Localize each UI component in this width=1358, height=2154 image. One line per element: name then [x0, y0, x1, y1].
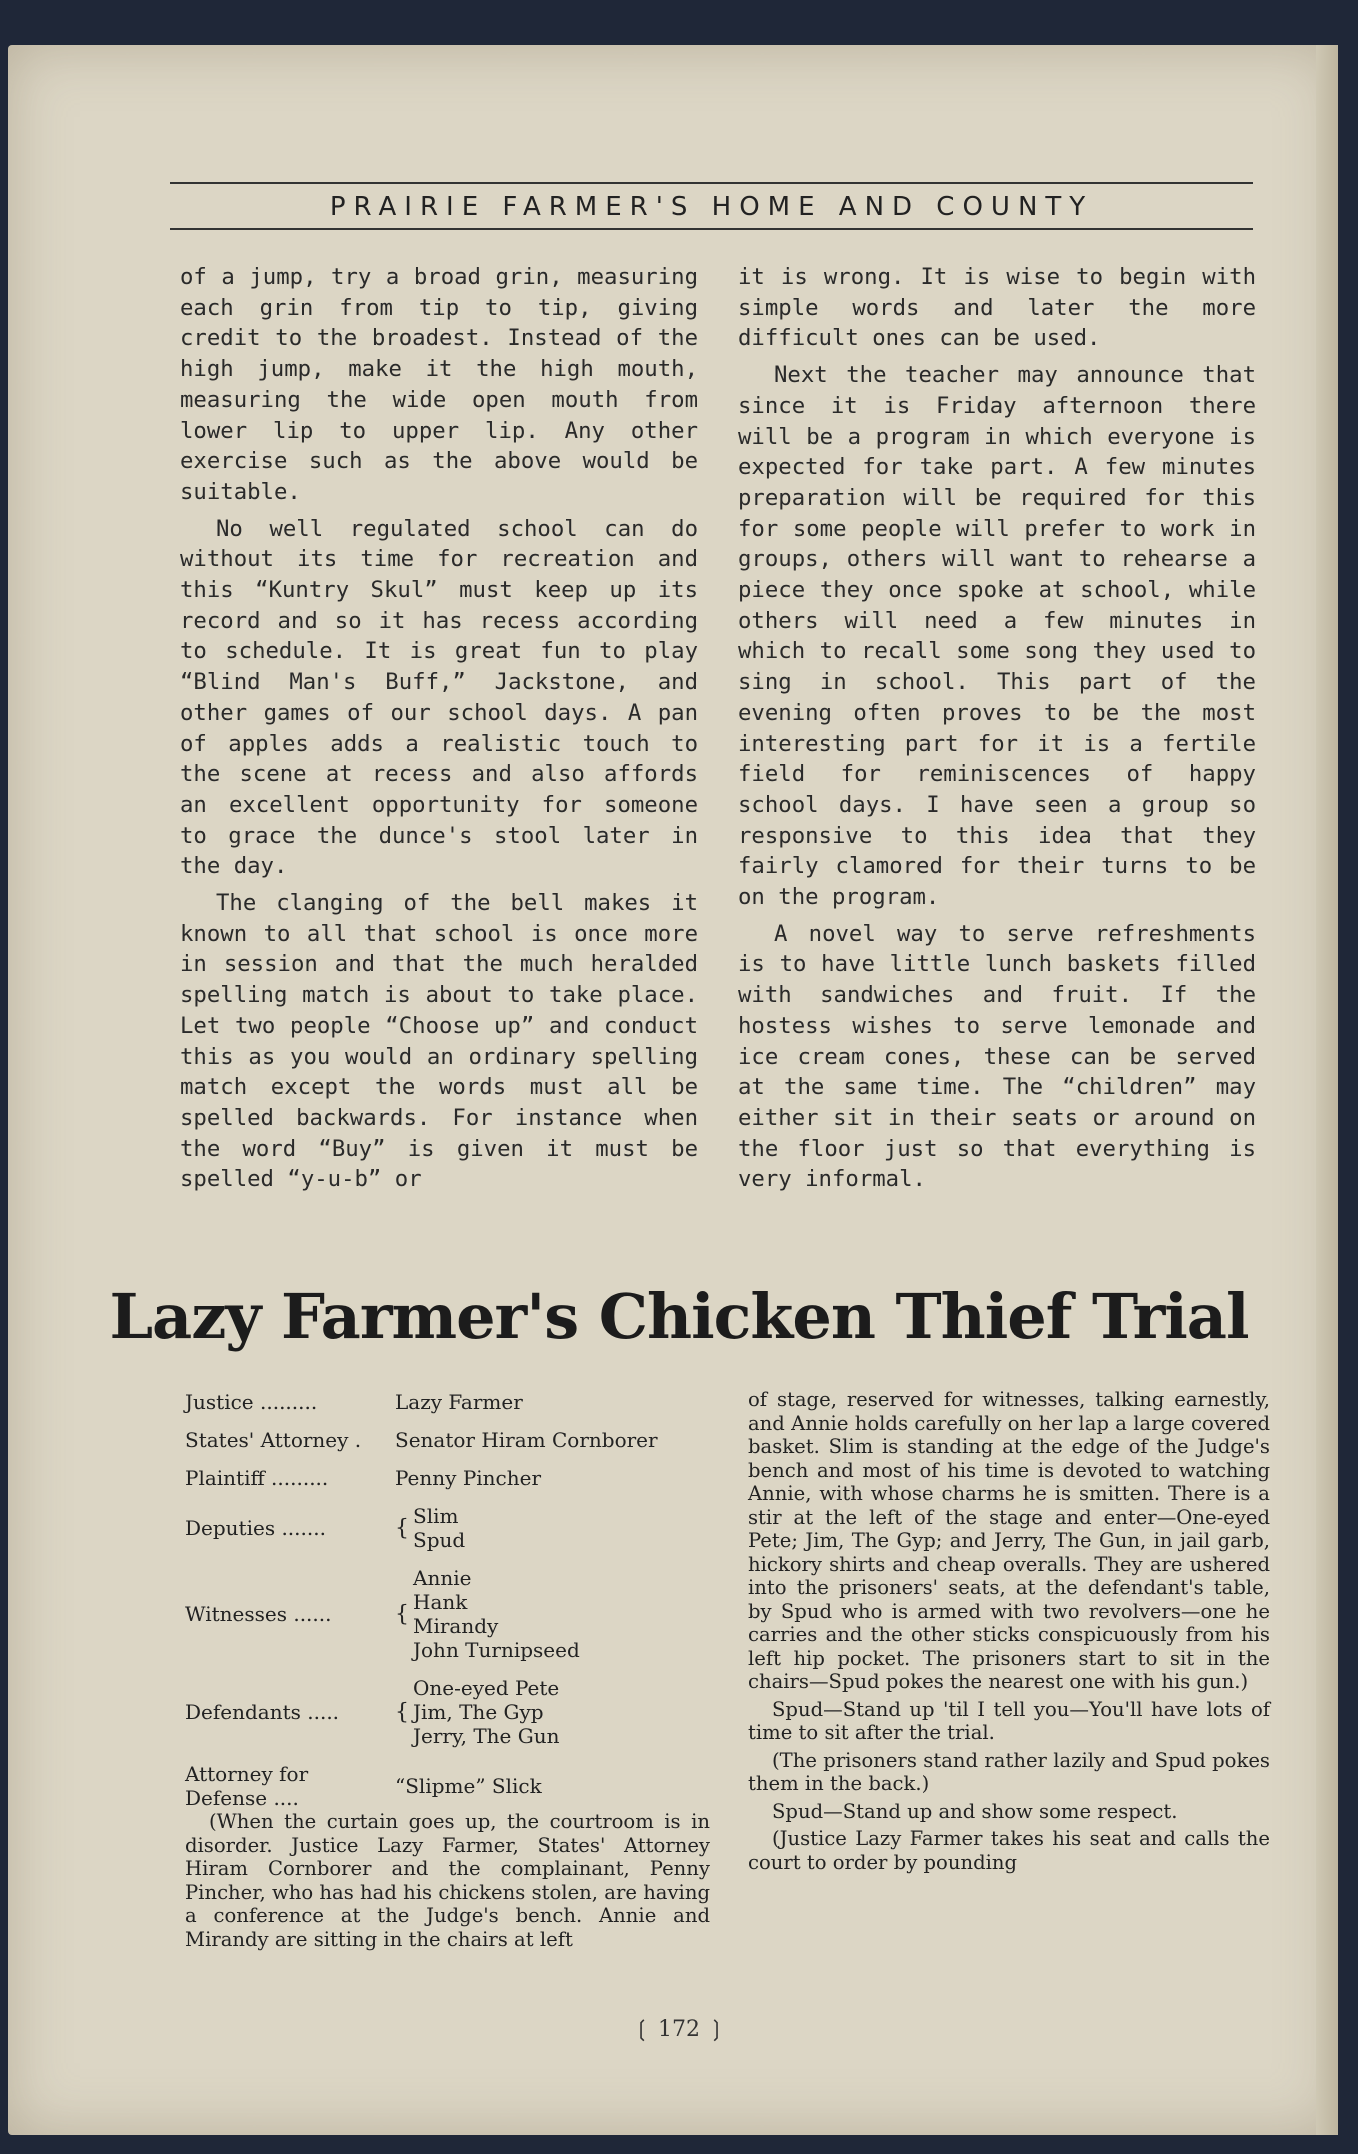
cast-row	[185, 1390, 710, 1414]
cast-row	[185, 1762, 710, 1810]
paragraph: Next the teacher may announce that since it is Friday afternoon there will be a program in which everyone is expected for take part. A few minutes preparation will be required for this for some people will prefer to work in groups, others will want to rehearse a piece they once spoke at school, while others will need a few minutes in which to recall some song they used to sing in school. This part of the evening often proves to be the most interesting part for it is a fertile field for reminiscences of happy school days. I have seen a group so responsive to this idea that they fairly clamored for their turns to be on the program.	[738, 362, 1256, 911]
brace-icon: {	[395, 1699, 409, 1725]
cast-name: Slim	[413, 1504, 459, 1528]
paragraph: Spud—Stand up and show some respect.	[772, 1799, 1178, 1823]
cast-list	[185, 1390, 710, 1824]
cast-name: One-eyed Pete	[413, 1676, 560, 1700]
cast-name: Hank	[413, 1590, 468, 1614]
cast-role: Defendants .....	[185, 1700, 340, 1724]
page-number: ❲ 172 ❳	[632, 2017, 726, 2042]
brace-icon: {	[395, 1515, 409, 1541]
cast-name: Annie	[413, 1566, 472, 1590]
cast-row	[185, 1504, 710, 1552]
cast-name: Spud	[413, 1528, 466, 1552]
section-title: Lazy Farmer's Chicken Thief Trial	[109, 1280, 1249, 1353]
paragraph: of a jump, try a broad grin, measuring each grin from tip to tip, giving credit to the broadest. Instead of the high jump, make it the high mouth, measuring the wide open mouth from lower lip to upper lip. Any other exercise such as the above would be suitable.	[180, 264, 698, 505]
cast-name: Lazy Farmer	[395, 1390, 523, 1414]
running-head: PRAIRIE FARMER'S HOME AND COUNTY	[170, 182, 1253, 230]
paragraph: A novel way to serve refreshments is to have little lunch baskets filled with sandwiches and fruit. If the hostess wishes to serve lemonade and ice cream cones, these can be served at the same time. The “children” may either sit in their seats or around on the floor just so that everything is very informal.	[738, 920, 1256, 1193]
cast-name: Jim, The Gyp	[413, 1700, 544, 1724]
cast-row	[185, 1676, 710, 1748]
stage-direction	[185, 1810, 710, 1951]
paragraph: (Justice Lazy Farmer takes his seat and calls the court to order by pounding	[748, 1827, 1270, 1874]
page-spine	[1316, 45, 1338, 2135]
paragraph: of stage, reserved for witnesses, talking earnestly, and Annie holds carefully on her lap a large covered basket. Slim is standing at the edge of the Judge's bench and most of his time is devoted to watching Annie, with whose charms he is smitten. There is a stir at the left of the stage and enter—One-eyed Pete; Jim, The Gyp; and Jerry, The Gun, in jail garb, hickory shirts and cheap overalls. They are ushered into the prisoners' seats, at the defendant's table, by Spud who is armed with two revolvers—one he carries and the other sticks conspicuously from his left hip pocket. The prisoners start to sit in the chairs—Spud pokes the nearest one with his gun.)	[748, 1388, 1270, 1693]
cast-role: Witnesses ......	[185, 1602, 332, 1626]
paragraph: (The prisoners stand rather lazily and Spud pokes them in the back.)	[748, 1748, 1270, 1795]
paragraph: No well regulated school can do without its time for recreation and this “Kuntry Skul” must keep up its record and so it has recess according to schedule. It is great fun to play “Blind Man's Buff,” Jackstone, and other games of our school days. A pan of apples adds a realistic touch to the scene at recess and also affords an excellent opportunity for someone to grace the dunce's stool later in the day.	[180, 515, 698, 880]
cast-name: Penny Pincher	[395, 1466, 542, 1490]
paragraph: The clanging of the bell makes it known to all that school is once more in session and that the much heralded spelling match is about to take place. Let two people “Choose up” and conduct this as you would an ordinary spelling match except the words must all be spelled backwards. For instance when the word “Buy” is given it must be spelled “y-u-b” or	[180, 890, 698, 1193]
cast-role: Justice .........	[185, 1390, 318, 1414]
right-column-top	[738, 262, 1256, 1195]
brace-icon: {	[395, 1601, 409, 1627]
cast-name: Mirandy	[413, 1614, 499, 1638]
cast-row	[185, 1466, 710, 1490]
cast-row	[185, 1566, 710, 1662]
cast-role: Deputies .......	[185, 1516, 326, 1540]
cast-role: Attorney for Defense ....	[185, 1762, 309, 1810]
left-column-top	[180, 262, 698, 1195]
right-column-bottom	[748, 1388, 1270, 1874]
cast-name: John Turnipseed	[413, 1638, 580, 1662]
paragraph: Spud—Stand up 'til I tell you—You'll have lots of time to sit after the trial.	[748, 1697, 1270, 1744]
paragraph: (When the curtain goes up, the courtroom is in disorder. Justice Lazy Farmer, States' Attorney Hiram Cornborer and the complainant, Penny Pincher, who has had his chickens stolen, are having a conference at the Judge's bench. Annie and Mirandy are sitting in the chairs at left	[185, 1810, 710, 1951]
cast-name: Jerry, The Gun	[413, 1724, 560, 1748]
cast-name: Senator Hiram Cornborer	[395, 1428, 658, 1452]
cast-role: States' Attorney .	[185, 1428, 362, 1452]
paragraph: it is wrong. It is wise to begin with simple words and later the more difficult ones can be used.	[738, 264, 1256, 352]
cast-row	[185, 1428, 710, 1452]
cast-role: Plaintiff .........	[185, 1466, 329, 1490]
cast-name: “Slipme” Slick	[395, 1774, 542, 1798]
